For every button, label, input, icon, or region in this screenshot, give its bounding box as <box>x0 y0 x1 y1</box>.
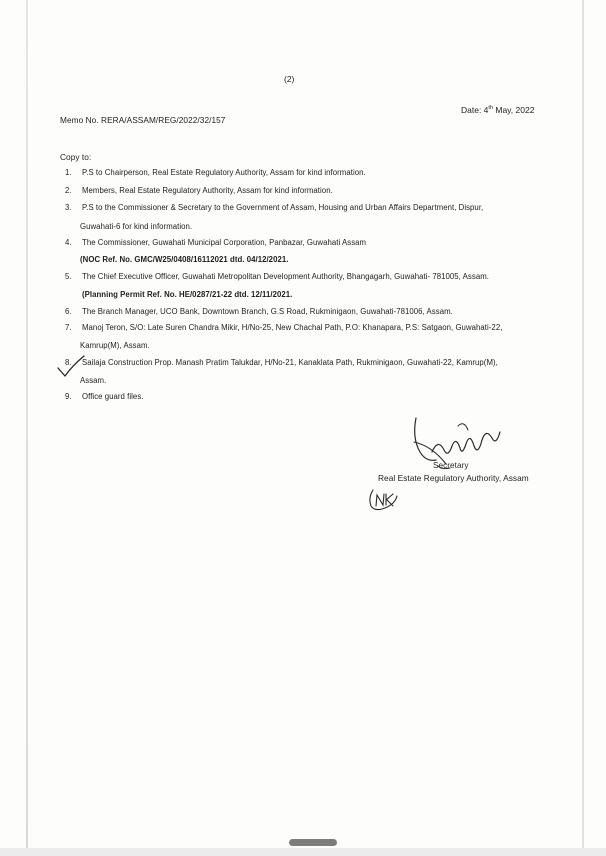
date-prefix: Date: 4 <box>461 105 489 115</box>
signatory-title: Secretary <box>433 461 469 470</box>
list-item <box>65 272 489 282</box>
item-text-continued: Guwahati-6 for kind information. <box>80 222 193 231</box>
item-number: 2. <box>65 186 72 195</box>
noc-reference: (NOC Ref. No. GMC/W25/0408/16112021 dtd. 04/12/2021. <box>80 255 289 264</box>
signatory-authority: Real Estate Regulatory Authority, Assam <box>378 473 529 483</box>
list-item <box>65 203 483 213</box>
item-number: 8. <box>65 358 72 367</box>
list-item <box>65 323 502 333</box>
date-suffix: May, 2022 <box>493 105 535 115</box>
item-number: 6. <box>65 307 72 316</box>
item-number: 3. <box>65 203 72 212</box>
item-text: The Branch Manager, UCO Bank, Downtown Branch, G.S Road, Rukminigaon, Guwahati-781006, Assam. <box>82 307 453 316</box>
list-item <box>65 168 366 178</box>
item-number: 5. <box>65 272 72 281</box>
item-number: 4. <box>65 238 72 247</box>
item-number: 9. <box>65 392 72 401</box>
page-number: (2) <box>284 74 295 84</box>
item-text: Office guard files. <box>82 392 144 401</box>
copy-to-heading: Copy to: <box>60 152 92 162</box>
scroll-handle[interactable] <box>289 839 337 846</box>
item-text: P.S to Chairperson, Real Estate Regulatory Authority, Assam for kind information. <box>82 168 366 177</box>
item-text-continued: Assam. <box>80 376 107 385</box>
page-bottom-edge <box>0 848 606 856</box>
item-text-continued: Kamrup(M), Assam. <box>80 341 150 350</box>
item-number: 7. <box>65 323 72 332</box>
date-superscript: th <box>488 105 493 112</box>
item-text: The Commissioner, Guwahati Municipal Corporation, Panbazar, Guwahati Assam <box>82 238 367 247</box>
item-text: Members, Real Estate Regulatory Authority, Assam for kind information. <box>82 186 333 195</box>
item-text: Sailaja Construction Prop. Manash Pratim Talukdar, H/No-21, Kanaklata Path, Rukminigaon, Guwahati-22, Kamrup(M), <box>82 358 498 367</box>
item-text: Manoj Teron, S/O: Late Suren Chandra Mikir, H/No-25, New Chachal Path, P.O: Khanapara, P.S: Satgaon, Guwahati-22, <box>82 323 503 332</box>
item-text: The Chief Executive Officer, Guwahati Metropolitan Development Authority, Bhangagarh, Guwahati- 781005, Assam. <box>82 272 489 281</box>
list-item <box>65 392 143 402</box>
list-item <box>65 358 498 368</box>
planning-permit-reference: (Planning Permit Ref. No. HE/0287/21-22 dtd. 12/11/2021. <box>82 290 293 299</box>
list-item <box>65 238 366 248</box>
item-number: 1. <box>65 168 72 177</box>
memo-date <box>461 105 534 115</box>
handwritten-initials-icon <box>367 486 401 512</box>
page-left-edge <box>26 0 28 856</box>
item-text: P.S to the Commissioner & Secretary to the Government of Assam, Housing and Urban Affairs Department, Dispur, <box>82 203 484 212</box>
list-item <box>65 307 453 317</box>
list-item <box>65 186 333 196</box>
page-right-edge <box>582 0 584 856</box>
memo-number: Memo No. RERA/ASSAM/REG/2022/32/157 <box>60 115 226 125</box>
checkmark-icon <box>56 354 86 380</box>
